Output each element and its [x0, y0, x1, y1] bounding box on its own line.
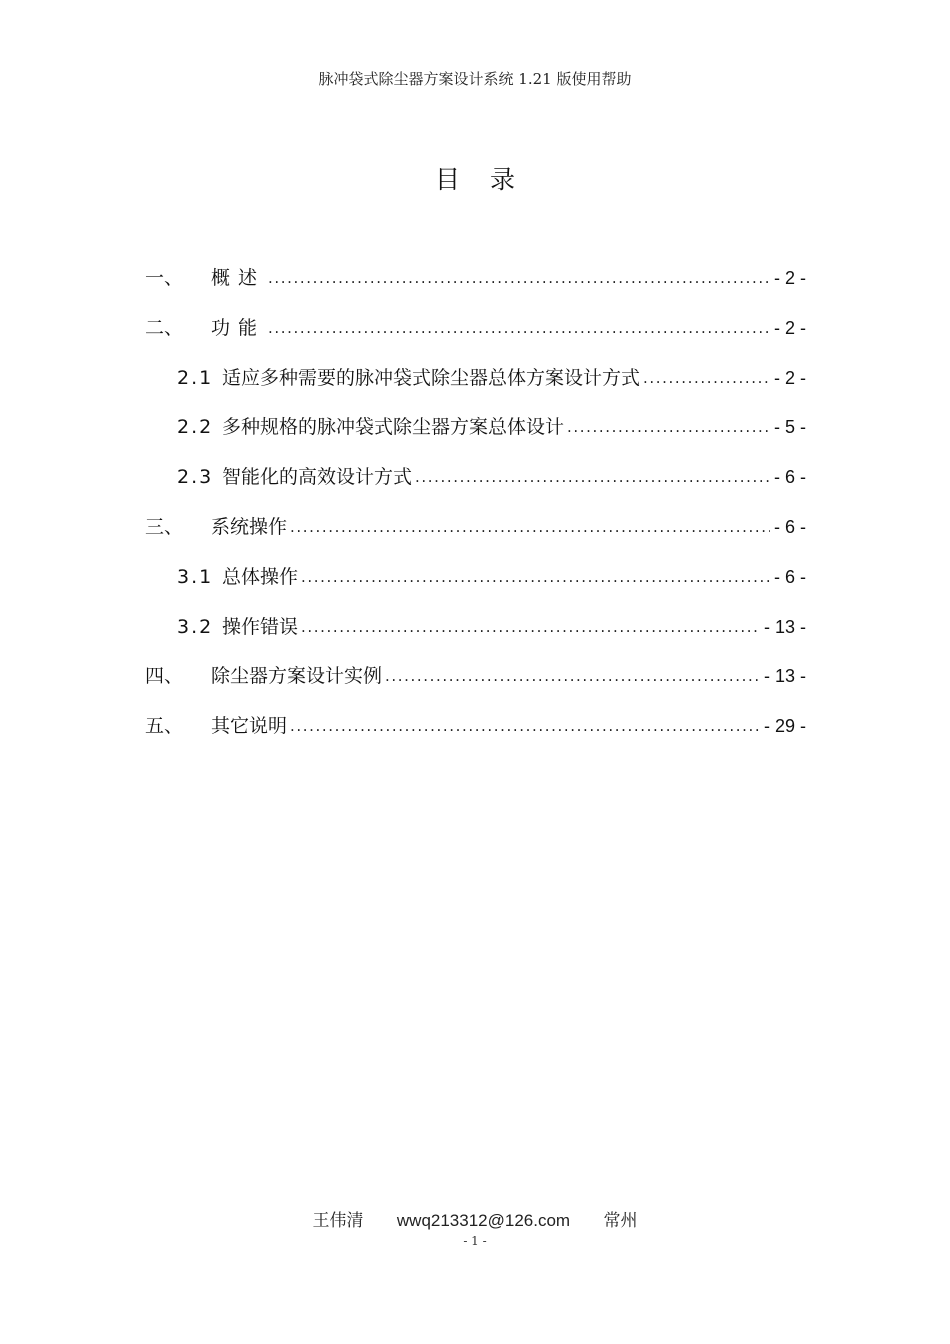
toc-entry-page: - 2 - — [773, 268, 806, 288]
toc-entry-2-2[interactable] — [145, 412, 806, 462]
toc-entry-2-3[interactable] — [145, 462, 806, 512]
dot-leader — [385, 667, 760, 685]
toc-entry-label: 功能 — [211, 316, 266, 339]
toc-entry-page: - 6 - — [773, 467, 806, 488]
toc-entry-page: - 2 - — [773, 367, 806, 388]
toc-entry-page: - 6 - — [773, 566, 806, 587]
footer-author-line — [0, 1206, 950, 1231]
toc-entry-number: 2.3 — [177, 466, 214, 489]
table-of-contents — [145, 263, 806, 761]
toc-entry-other-notes[interactable] — [145, 711, 806, 761]
dot-leader — [415, 468, 770, 486]
toc-entry-page: - 6 - — [773, 516, 806, 537]
toc-entry-3-1[interactable] — [145, 562, 806, 612]
running-header: 脉冲袋式除尘器方案设计系统 1.21 版使用帮助 — [318, 70, 632, 88]
toc-entry-page: - 5 - — [773, 417, 806, 438]
toc-entry-number: 3.2 — [177, 615, 214, 638]
toc-entry-system-operation[interactable] — [145, 512, 806, 562]
toc-entry-page: - 13 - — [763, 666, 806, 687]
toc-entry-page: - 13 - — [763, 616, 806, 637]
author-name: 王伟清 — [312, 1211, 364, 1231]
toc-entry-page: - 29 - — [763, 716, 806, 737]
dot-leader — [268, 319, 770, 337]
toc-entry-number: 五、 — [145, 715, 184, 738]
toc-entry-label: 智能化的高效设计方式 — [222, 466, 413, 489]
toc-entry-label: 总体操作 — [222, 565, 299, 588]
toc-entry-number: 四、 — [145, 665, 184, 688]
toc-entry-label: 适应多种需要的脉冲袋式除尘器总体方案设计方式 — [222, 366, 641, 389]
dot-leader — [290, 717, 760, 735]
author-city: 常州 — [603, 1211, 638, 1231]
toc-entry-number: 一、 — [145, 267, 184, 289]
dot-leader — [643, 369, 770, 387]
toc-title: 目录 — [434, 165, 545, 194]
toc-entry-label: 概述 — [211, 267, 266, 289]
dot-leader — [268, 269, 770, 287]
toc-entry-label: 操作错误 — [222, 615, 299, 638]
dot-leader — [301, 568, 770, 586]
toc-entry-overview[interactable] — [145, 263, 806, 313]
toc-entry-number: 2.1 — [177, 366, 214, 389]
toc-entry-3-2[interactable] — [145, 612, 806, 662]
dot-leader — [567, 418, 770, 436]
toc-entry-label: 多种规格的脉冲袋式除尘器方案总体设计 — [222, 416, 565, 439]
toc-entry-label: 系统操作 — [211, 515, 288, 538]
toc-entry-functions[interactable] — [145, 313, 806, 363]
toc-entry-number: 3.1 — [177, 565, 214, 588]
toc-entry-number: 二、 — [145, 316, 184, 339]
toc-entry-number: 2.2 — [177, 416, 214, 439]
page-number: - 1 - — [463, 1234, 487, 1248]
dot-leader — [290, 518, 770, 536]
toc-entry-page: - 2 - — [773, 317, 806, 338]
dot-leader — [301, 618, 760, 636]
toc-entry-2-1[interactable] — [145, 363, 806, 413]
toc-entry-label: 除尘器方案设计实例 — [211, 665, 383, 688]
toc-entry-number: 三、 — [145, 515, 184, 538]
author-email: wwq213312@126.com — [396, 1211, 571, 1230]
toc-entry-label: 其它说明 — [211, 715, 288, 738]
toc-entry-design-example[interactable] — [145, 661, 806, 711]
